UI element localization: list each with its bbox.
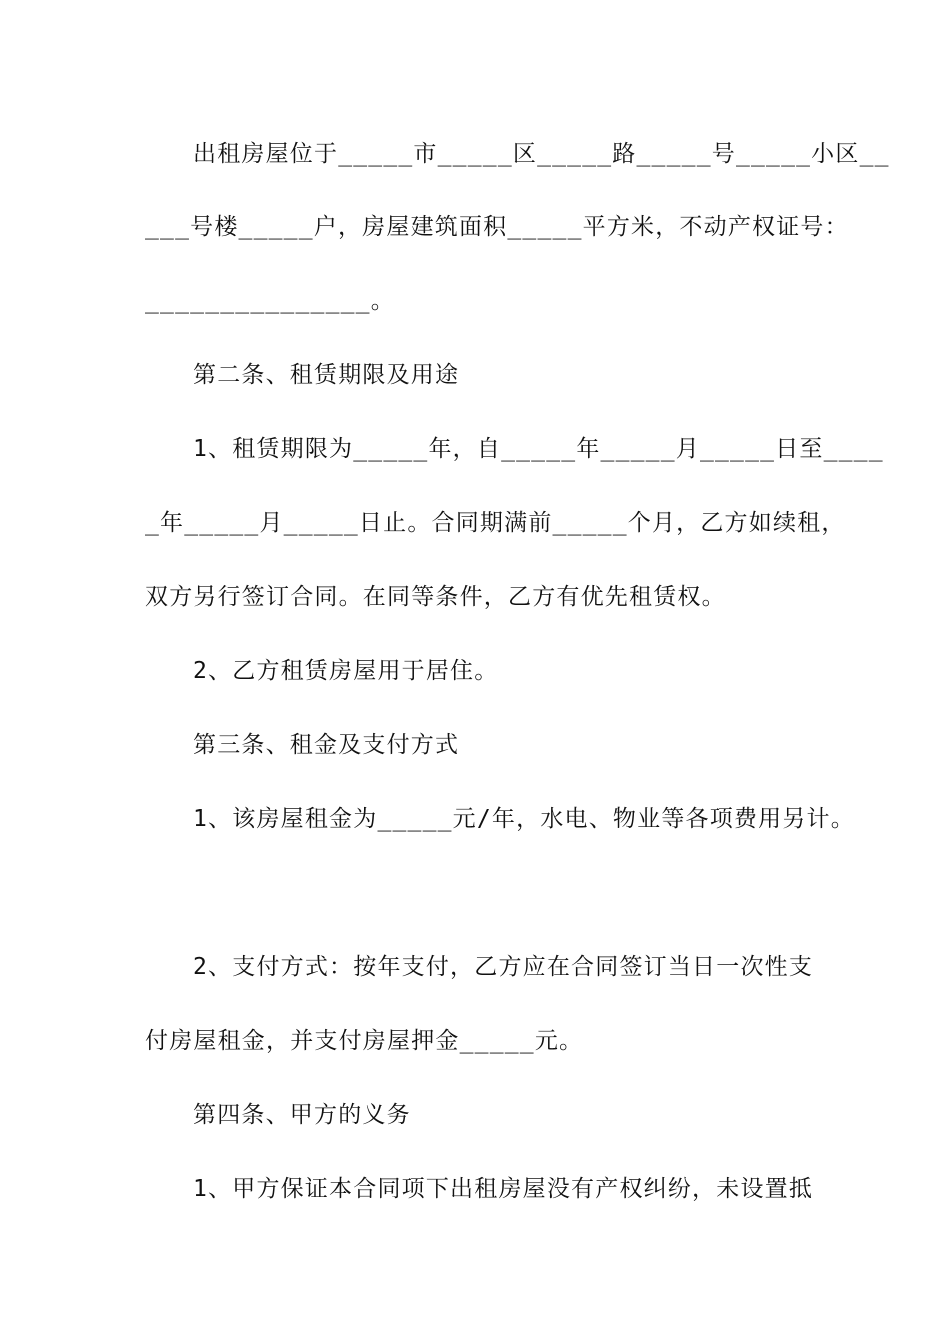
- address-line-3: _______________。: [145, 288, 395, 314]
- article-2-heading: 第二条、租赁期限及用途: [193, 362, 460, 388]
- payment-line-1: 2、支付方式：按年支付，乙方应在合同签订当日一次性支: [193, 954, 814, 980]
- landlord-obligation-line: 1、甲方保证本合同项下出租房屋没有产权纠纷，未设置抵: [193, 1176, 814, 1202]
- article-4-heading: 第四条、甲方的义务: [193, 1102, 411, 1128]
- lease-term-line-2: _年_____月_____日止。合同期满前_____个月，乙方如续租，: [145, 510, 846, 536]
- lease-term-line-3: 双方另行签订合同。在同等条件，乙方有优先租赁权。: [145, 584, 726, 610]
- address-line-2: ___号楼_____户，房屋建筑面积_____平方米，不动产权证号：: [145, 214, 849, 240]
- address-line-1: 出租房屋位于_____市_____区_____路_____号_____小区__: [193, 141, 890, 167]
- payment-line-2: 付房屋租金，并支付房屋押金_____元。: [145, 1028, 584, 1054]
- rent-line: 1、该房屋租金为_____元/年，水电、物业等各项费用另计。: [193, 806, 855, 832]
- article-3-heading: 第三条、租金及支付方式: [193, 732, 460, 758]
- lease-use-line: 2、乙方租赁房屋用于居住。: [193, 658, 499, 684]
- lease-term-line-1: 1、租赁期限为_____年，自_____年_____月_____日至____: [193, 436, 884, 462]
